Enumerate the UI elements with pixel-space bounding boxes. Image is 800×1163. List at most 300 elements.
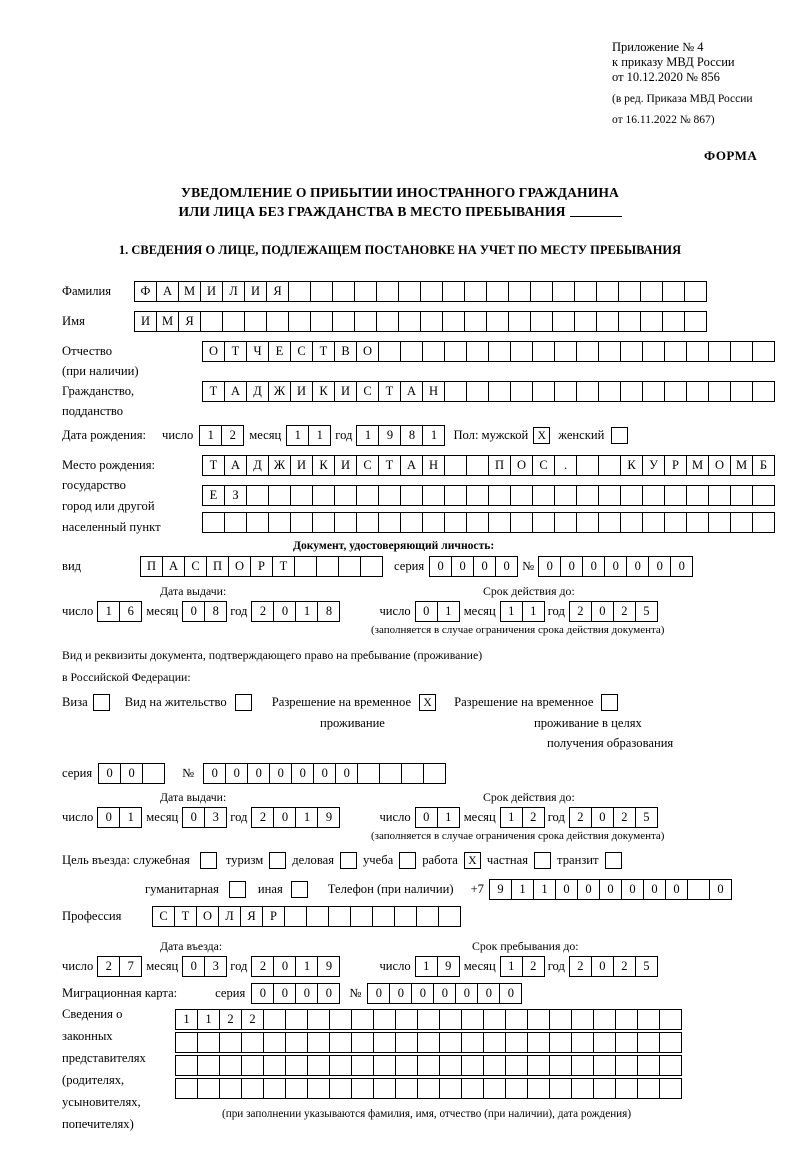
form-cell[interactable] [527,1055,550,1076]
form-cell[interactable]: П [206,556,229,577]
form-cell[interactable] [615,1055,638,1076]
form-cell[interactable] [510,341,533,362]
form-cell[interactable]: 0 [225,763,248,784]
form-cell[interactable] [554,512,577,533]
birth-city-cells[interactable] [202,485,774,506]
form-cell[interactable]: 0 [626,556,649,577]
form-cell[interactable]: 1 [119,807,142,828]
form-cell[interactable]: 1 [511,879,534,900]
form-cell[interactable]: 0 [367,983,390,1004]
form-cell[interactable] [684,311,707,332]
doc-issue-year-cells[interactable] [251,601,339,622]
doc-valid-month-cells[interactable] [500,601,544,622]
form-cell[interactable]: Я [266,281,289,302]
form-cell[interactable] [532,512,555,533]
form-cell[interactable]: А [400,455,423,476]
form-cell[interactable] [288,281,311,302]
form-cell[interactable]: 1 [199,425,222,446]
form-cell[interactable]: П [140,556,163,577]
form-cell[interactable] [354,311,377,332]
form-cell[interactable]: М [686,455,709,476]
form-cell[interactable] [351,1078,374,1099]
form-cell[interactable]: 0 [313,763,336,784]
form-cell[interactable]: 1 [500,956,523,977]
entry-month-cells[interactable] [182,956,226,977]
form-cell[interactable]: 0 [389,983,412,1004]
form-cell[interactable] [708,512,731,533]
form-cell[interactable] [486,311,509,332]
stay-valid-day-cells[interactable] [415,807,459,828]
form-cell[interactable] [505,1078,528,1099]
form-cell[interactable]: 0 [455,983,478,1004]
form-cell[interactable]: 0 [295,983,318,1004]
form-cell[interactable] [662,311,685,332]
form-cell[interactable]: 2 [241,1009,264,1030]
form-cell[interactable]: Р [664,455,687,476]
form-cell[interactable] [488,341,511,362]
form-cell[interactable] [395,1055,418,1076]
form-cell[interactable] [332,311,355,332]
form-cell[interactable] [379,763,402,784]
form-cell[interactable]: 0 [429,556,452,577]
form-cell[interactable]: 5 [635,807,658,828]
stay-valid-month-cells[interactable] [500,807,544,828]
purpose-tourism-checkbox[interactable] [269,852,286,869]
form-cell[interactable]: 0 [621,879,644,900]
form-cell[interactable] [354,281,377,302]
form-cell[interactable]: Е [202,485,225,506]
form-cell[interactable] [659,1009,682,1030]
form-cell[interactable] [637,1032,660,1053]
form-cell[interactable] [708,485,731,506]
form-cell[interactable]: Я [240,906,263,927]
form-cell[interactable] [373,1032,396,1053]
form-cell[interactable]: 0 [591,807,614,828]
form-cell[interactable] [373,1055,396,1076]
form-cell[interactable]: И [244,281,267,302]
form-cell[interactable]: И [200,281,223,302]
form-cell[interactable] [730,381,753,402]
form-cell[interactable]: 0 [433,983,456,1004]
form-cell[interactable] [508,281,531,302]
form-cell[interactable]: И [134,311,157,332]
form-cell[interactable] [574,281,597,302]
form-cell[interactable] [246,512,269,533]
form-cell[interactable] [552,281,575,302]
form-cell[interactable] [246,485,269,506]
form-cell[interactable] [598,485,621,506]
form-cell[interactable]: Т [378,381,401,402]
form-cell[interactable]: 2 [219,1009,242,1030]
form-cell[interactable] [200,311,223,332]
form-cell[interactable] [373,1009,396,1030]
form-cell[interactable]: 0 [273,601,296,622]
form-cell[interactable] [483,1055,506,1076]
form-cell[interactable] [598,512,621,533]
form-cell[interactable] [394,906,417,927]
purpose-business-checkbox[interactable] [340,852,357,869]
form-cell[interactable] [357,763,380,784]
form-cell[interactable]: 0 [273,807,296,828]
form-cell[interactable] [284,906,307,927]
form-cell[interactable]: 1 [286,425,309,446]
form-cell[interactable] [618,311,641,332]
form-cell[interactable] [378,485,401,506]
form-cell[interactable] [640,281,663,302]
form-cell[interactable] [752,341,775,362]
form-cell[interactable]: О [708,455,731,476]
form-cell[interactable] [312,512,335,533]
form-cell[interactable] [439,1009,462,1030]
form-cell[interactable] [444,485,467,506]
form-cell[interactable] [510,512,533,533]
form-cell[interactable] [417,1078,440,1099]
form-cell[interactable] [219,1055,242,1076]
form-cell[interactable] [642,381,665,402]
form-cell[interactable]: Ж [268,381,291,402]
form-cell[interactable] [549,1078,572,1099]
form-cell[interactable]: Л [222,281,245,302]
purpose-humanitarian-checkbox[interactable] [229,881,246,898]
stay-valid-year-cells[interactable] [569,807,657,828]
edu-residence-checkbox[interactable] [601,694,618,711]
form-cell[interactable] [398,281,421,302]
surname-cells[interactable] [134,281,706,302]
form-cell[interactable] [378,512,401,533]
form-cell[interactable] [554,341,577,362]
doc-valid-day-cells[interactable] [415,601,459,622]
form-cell[interactable]: 2 [613,601,636,622]
form-cell[interactable] [310,311,333,332]
form-cell[interactable]: 0 [538,556,561,577]
form-cell[interactable]: 0 [273,983,296,1004]
form-cell[interactable]: В [334,341,357,362]
form-cell[interactable] [401,763,424,784]
form-cell[interactable] [444,512,467,533]
form-cell[interactable]: А [156,281,179,302]
form-cell[interactable]: Ч [246,341,269,362]
form-cell[interactable] [263,1078,286,1099]
form-cell[interactable] [532,381,555,402]
form-cell[interactable] [571,1078,594,1099]
form-cell[interactable] [571,1009,594,1030]
form-cell[interactable] [378,341,401,362]
form-cell[interactable] [263,1032,286,1053]
form-cell[interactable] [615,1078,638,1099]
form-cell[interactable]: 6 [119,601,142,622]
form-cell[interactable] [620,341,643,362]
form-cell[interactable]: 0 [247,763,270,784]
form-cell[interactable]: 1 [422,425,445,446]
form-cell[interactable] [294,556,317,577]
form-cell[interactable] [576,381,599,402]
form-cell[interactable]: Ф [134,281,157,302]
form-cell[interactable] [439,1055,462,1076]
form-cell[interactable]: К [620,455,643,476]
form-cell[interactable]: М [156,311,179,332]
form-cell[interactable]: 0 [415,601,438,622]
form-cell[interactable]: 0 [415,807,438,828]
form-cell[interactable] [241,1078,264,1099]
form-cell[interactable]: 9 [437,956,460,977]
form-cell[interactable]: 0 [709,879,732,900]
form-cell[interactable] [615,1009,638,1030]
form-cell[interactable]: 0 [98,763,121,784]
form-cell[interactable] [618,281,641,302]
form-cell[interactable] [576,341,599,362]
sex-female-checkbox[interactable] [611,427,628,444]
form-cell[interactable] [642,512,665,533]
form-cell[interactable] [285,1078,308,1099]
form-cell[interactable] [596,281,619,302]
form-cell[interactable]: 2 [221,425,244,446]
form-cell[interactable] [686,341,709,362]
form-cell[interactable] [328,906,351,927]
form-cell[interactable] [290,512,313,533]
form-cell[interactable]: 9 [317,807,340,828]
form-cell[interactable]: 1 [308,425,331,446]
form-cell[interactable]: 8 [317,601,340,622]
form-cell[interactable] [637,1055,660,1076]
temp-residence-checkbox[interactable]: X [419,694,436,711]
form-cell[interactable] [376,311,399,332]
form-cell[interactable] [554,485,577,506]
form-cell[interactable] [483,1009,506,1030]
form-cell[interactable] [222,311,245,332]
form-cell[interactable] [461,1009,484,1030]
form-cell[interactable]: С [356,455,379,476]
form-cell[interactable] [422,512,445,533]
form-cell[interactable] [615,1032,638,1053]
form-cell[interactable] [708,341,731,362]
form-cell[interactable] [263,1055,286,1076]
stay-issue-day-cells[interactable] [97,807,141,828]
form-cell[interactable]: 0 [555,879,578,900]
form-cell[interactable] [356,512,379,533]
form-cell[interactable] [549,1055,572,1076]
form-cell[interactable]: С [184,556,207,577]
form-cell[interactable] [400,512,423,533]
form-cell[interactable]: Б [752,455,775,476]
form-cell[interactable]: 0 [604,556,627,577]
form-cell[interactable] [422,341,445,362]
form-cell[interactable]: 8 [400,425,423,446]
form-cell[interactable]: Т [378,455,401,476]
form-cell[interactable]: 0 [495,556,518,577]
sex-male-checkbox[interactable]: X [533,427,550,444]
birth-city-cells-2[interactable] [202,512,774,533]
form-cell[interactable] [466,455,489,476]
form-cell[interactable] [596,311,619,332]
form-cell[interactable]: Р [250,556,273,577]
form-cell[interactable] [285,1009,308,1030]
form-cell[interactable] [752,485,775,506]
form-cell[interactable] [307,1032,330,1053]
form-cell[interactable] [422,485,445,506]
form-cell[interactable] [356,485,379,506]
form-cell[interactable]: И [290,381,313,402]
form-cell[interactable]: О [196,906,219,927]
name-cells[interactable] [134,311,706,332]
form-cell[interactable] [241,1032,264,1053]
form-cell[interactable]: Т [272,556,295,577]
form-cell[interactable]: Т [202,455,225,476]
form-cell[interactable]: 1 [97,601,120,622]
visa-checkbox[interactable] [93,694,110,711]
profession-cells[interactable] [152,906,460,927]
doc-kind-cells[interactable] [140,556,382,577]
form-cell[interactable] [142,763,165,784]
purpose-private-checkbox[interactable] [534,852,551,869]
form-cell[interactable]: Я [178,311,201,332]
form-cell[interactable]: К [312,455,335,476]
form-cell[interactable] [268,512,291,533]
form-cell[interactable]: 0 [477,983,500,1004]
form-cell[interactable] [442,281,465,302]
form-cell[interactable] [576,512,599,533]
form-cell[interactable] [486,281,509,302]
form-cell[interactable]: И [334,381,357,402]
form-cell[interactable]: 0 [582,556,605,577]
patronymic-cells[interactable] [202,341,774,362]
form-cell[interactable] [395,1032,418,1053]
form-cell[interactable]: 1 [175,1009,198,1030]
form-cell[interactable] [395,1078,418,1099]
form-cell[interactable]: 2 [522,807,545,828]
form-cell[interactable] [620,512,643,533]
form-cell[interactable]: С [152,906,175,927]
form-cell[interactable] [466,485,489,506]
form-cell[interactable] [332,281,355,302]
form-cell[interactable] [659,1078,682,1099]
stay-issue-month-cells[interactable] [182,807,226,828]
form-cell[interactable]: А [400,381,423,402]
form-cell[interactable] [664,512,687,533]
purpose-transit-checkbox[interactable] [605,852,622,869]
form-cell[interactable] [530,311,553,332]
form-cell[interactable] [708,381,731,402]
form-cell[interactable]: 2 [251,807,274,828]
form-cell[interactable]: 2 [97,956,120,977]
form-cell[interactable]: Ж [268,455,291,476]
form-cell[interactable] [620,381,643,402]
form-cell[interactable] [398,311,421,332]
citizenship-cells[interactable] [202,381,774,402]
form-cell[interactable] [334,512,357,533]
form-cell[interactable] [372,906,395,927]
form-cell[interactable]: 0 [599,879,622,900]
form-cell[interactable] [549,1032,572,1053]
form-cell[interactable] [505,1009,528,1030]
form-cell[interactable]: Т [174,906,197,927]
form-cell[interactable] [510,485,533,506]
form-cell[interactable] [593,1078,616,1099]
form-cell[interactable] [664,485,687,506]
form-cell[interactable] [197,1078,220,1099]
form-cell[interactable] [510,381,533,402]
form-cell[interactable] [400,341,423,362]
form-cell[interactable] [316,556,339,577]
form-cell[interactable] [307,1078,330,1099]
mig-series-cells[interactable] [251,983,339,1004]
form-cell[interactable] [554,381,577,402]
form-cell[interactable]: 7 [119,956,142,977]
form-cell[interactable] [752,512,775,533]
form-cell[interactable]: П [488,455,511,476]
form-cell[interactable]: 1 [197,1009,220,1030]
form-cell[interactable] [664,381,687,402]
form-cell[interactable]: А [224,455,247,476]
form-cell[interactable]: 0 [335,763,358,784]
form-cell[interactable] [549,1009,572,1030]
stay-series-cells[interactable] [98,763,164,784]
form-cell[interactable]: 0 [273,956,296,977]
form-cell[interactable]: . [554,455,577,476]
form-cell[interactable] [420,311,443,332]
form-cell[interactable]: 0 [291,763,314,784]
form-cell[interactable]: 0 [670,556,693,577]
form-cell[interactable] [464,281,487,302]
form-cell[interactable] [659,1032,682,1053]
form-cell[interactable]: С [290,341,313,362]
form-cell[interactable]: З [224,485,247,506]
form-cell[interactable] [752,381,775,402]
form-cell[interactable]: 1 [437,807,460,828]
form-cell[interactable] [640,311,663,332]
form-cell[interactable]: 1 [500,601,523,622]
form-cell[interactable] [532,485,555,506]
mig-number-cells[interactable] [367,983,521,1004]
form-cell[interactable]: 0 [560,556,583,577]
form-cell[interactable] [686,381,709,402]
form-cell[interactable] [508,311,531,332]
form-cell[interactable] [505,1032,528,1053]
form-cell[interactable]: А [162,556,185,577]
birth-month-cells[interactable] [286,425,330,446]
form-cell[interactable] [461,1078,484,1099]
form-cell[interactable]: 1 [522,601,545,622]
form-cell[interactable] [532,341,555,362]
form-cell[interactable]: 3 [204,807,227,828]
form-cell[interactable] [417,1055,440,1076]
form-cell[interactable] [686,512,709,533]
form-cell[interactable] [219,1032,242,1053]
form-cell[interactable] [593,1032,616,1053]
form-cell[interactable]: 1 [295,807,318,828]
form-cell[interactable]: У [642,455,665,476]
form-cell[interactable] [197,1032,220,1053]
form-cell[interactable] [420,281,443,302]
form-cell[interactable]: Р [262,906,285,927]
doc-issue-month-cells[interactable] [182,601,226,622]
form-cell[interactable] [202,512,225,533]
form-cell[interactable]: М [730,455,753,476]
form-cell[interactable]: 0 [182,807,205,828]
residence-permit-checkbox[interactable] [235,694,252,711]
form-cell[interactable]: 2 [251,601,274,622]
stay-number-cells[interactable] [203,763,445,784]
form-cell[interactable]: 0 [269,763,292,784]
form-cell[interactable]: О [228,556,251,577]
form-cell[interactable] [620,485,643,506]
form-cell[interactable]: М [178,281,201,302]
form-cell[interactable] [659,1055,682,1076]
form-cell[interactable] [439,1078,462,1099]
form-cell[interactable] [571,1055,594,1076]
form-cell[interactable] [637,1009,660,1030]
form-cell[interactable] [417,1032,440,1053]
form-cell[interactable] [373,1078,396,1099]
